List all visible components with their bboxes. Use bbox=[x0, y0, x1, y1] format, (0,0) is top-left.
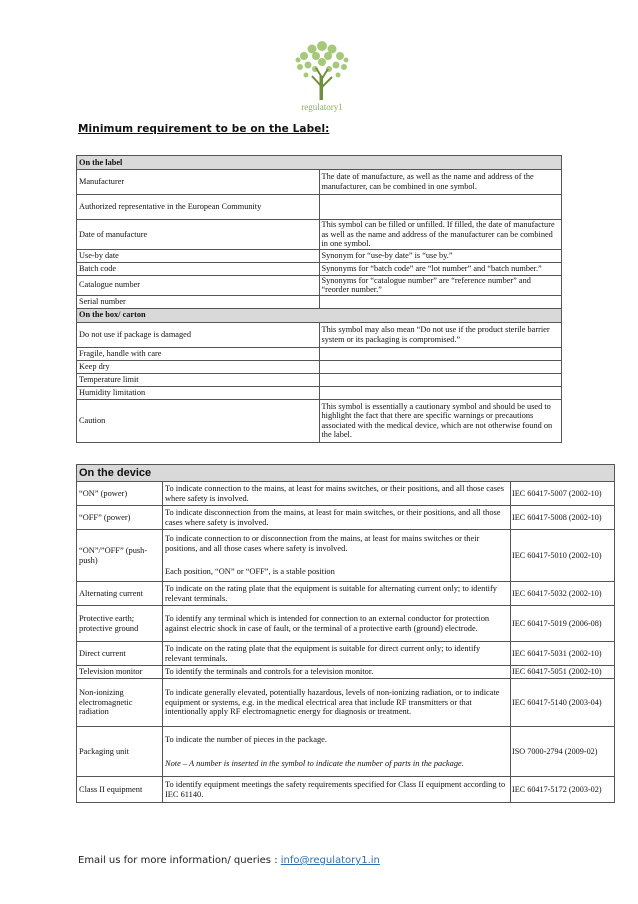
symbol-description bbox=[319, 195, 562, 220]
table-row bbox=[77, 249, 562, 262]
symbol-name: Use-by date bbox=[77, 249, 320, 262]
symbol-name: Non-ionizing electromagnetic radiation bbox=[77, 679, 163, 727]
standard-reference: ISO 7000-2794 (2009-02) bbox=[511, 727, 615, 777]
footer-text: Email us for more information/ queries : bbox=[78, 855, 281, 866]
symbol-name: “OFF” (power) bbox=[77, 506, 163, 530]
symbol-description: To indicate on the rating plate that the equipment is suitable for alternating current only; to identify relevant terminals. bbox=[163, 582, 511, 606]
label-requirements-table bbox=[76, 155, 562, 443]
symbol-name: Catalogue number bbox=[77, 275, 320, 295]
symbol-name: Packaging unit bbox=[77, 727, 163, 777]
symbol-description bbox=[319, 386, 562, 399]
symbol-description: To identify equipment meetings the safety requirements specified for Class II equipment according to IEC 61140. bbox=[163, 777, 511, 803]
symbol-description: To identify the terminals and controls for a television monitor. bbox=[163, 666, 511, 679]
table-row bbox=[77, 482, 615, 506]
standard-reference: IEC 60417-5032 (2002-10) bbox=[511, 582, 615, 606]
table-row bbox=[77, 606, 615, 642]
symbol-name: Manufacturer bbox=[77, 170, 320, 195]
symbol-name: Fragile, handle with care bbox=[77, 347, 320, 360]
table-row bbox=[77, 582, 615, 606]
symbol-name: Protective earth; protective ground bbox=[77, 606, 163, 642]
table-row bbox=[77, 262, 562, 275]
symbol-description: The date of manufacture, as well as the name and address of the manufacturer, can be combined in one symbol. bbox=[319, 170, 562, 195]
symbol-name: Do not use if package is damaged bbox=[77, 322, 320, 347]
logo-wordmark: regulatory1 bbox=[301, 102, 343, 112]
symbol-name: Direct current bbox=[77, 642, 163, 666]
symbol-name: “ON”/”OFF” (push-push) bbox=[77, 530, 163, 582]
symbol-description: Synonym for “use-by date” is “use by.” bbox=[319, 249, 562, 262]
table-row bbox=[77, 195, 562, 220]
table-row bbox=[77, 386, 562, 399]
symbol-description: Synonyms for “batch code” are “lot number” and “batch number.” bbox=[319, 262, 562, 275]
page-heading: Minimum requirement to be on the Label: bbox=[78, 123, 330, 135]
symbol-name: Class II equipment bbox=[77, 777, 163, 803]
table-row bbox=[77, 530, 615, 582]
footer-contact bbox=[78, 855, 380, 866]
symbol-description: To indicate on the rating plate that the equipment is suitable for direct current only; to identify relevant terminals. bbox=[163, 642, 511, 666]
symbol-description bbox=[319, 295, 562, 308]
standard-reference: IEC 60417-5172 (2003-02) bbox=[511, 777, 615, 803]
description-text: To indicate the number of pieces in the package. bbox=[165, 734, 327, 744]
symbol-name: Authorized representative in the European Community bbox=[77, 195, 320, 220]
symbol-name: Television monitor bbox=[77, 666, 163, 679]
standard-reference: IEC 60417-5140 (2003-04) bbox=[511, 679, 615, 727]
table-row bbox=[77, 322, 562, 347]
symbol-description: Synonyms for “catalogue number” are “reference number” and “reorder number.” bbox=[319, 275, 562, 295]
symbol-name: Date of manufacture bbox=[77, 220, 320, 250]
standard-reference: IEC 60417-5010 (2002-10) bbox=[511, 530, 615, 582]
section-header: On the label bbox=[77, 156, 562, 170]
symbol-description: To indicate disconnection from the mains, at least for main switches, or their positions, and all those cases where safety is involved. bbox=[163, 506, 511, 530]
symbol-name: Temperature limit bbox=[77, 373, 320, 386]
symbol-description: To indicate generally elevated, potentially hazardous, levels of non-ionizing radiation, or to indicate equipment or systems, e.g. in the medical electrical area that include RF transmitters or that intentionally apply RF electromagnetic energy for diagnosis or treatment. bbox=[163, 679, 511, 727]
symbol-description: To identify any terminal which is intended for connection to an external conductor for protection against electric shock in case of fault, or the terminal of a protective earth (ground) electrode. bbox=[163, 606, 511, 642]
table-row bbox=[77, 727, 615, 777]
standard-reference: IEC 60417-5051 (2002-10) bbox=[511, 666, 615, 679]
device-symbols-table bbox=[76, 464, 615, 803]
table-row bbox=[77, 399, 562, 442]
symbol-name: Humidity limitation bbox=[77, 386, 320, 399]
symbol-description: To indicate connection to the mains, at least for mains switches, or their positions, and all those cases where safety is involved. bbox=[163, 482, 511, 506]
symbol-description: This symbol may also mean “Do not use if the product sterile barrier system or its packaging is compromised.” bbox=[319, 322, 562, 347]
symbol-description: This symbol can be filled or unfilled. If filled, the date of manufacture as well as the name and address of the manufacturer can be combined in one symbol. bbox=[319, 220, 562, 250]
table-row bbox=[77, 642, 615, 666]
standard-reference: IEC 60417-5031 (2002-10) bbox=[511, 642, 615, 666]
table-row bbox=[77, 347, 562, 360]
section-header: On the device bbox=[77, 465, 615, 482]
table-row bbox=[77, 295, 562, 308]
symbol-description bbox=[163, 530, 511, 582]
symbol-description bbox=[319, 373, 562, 386]
symbol-description: This symbol is essentially a cautionary symbol and should be used to highlight the fact that there are specific warnings or precautions associated with the medical device, which are not otherwise found on the label. bbox=[319, 399, 562, 442]
table-row bbox=[77, 220, 562, 250]
table-row bbox=[77, 170, 562, 195]
table-row bbox=[77, 679, 615, 727]
standard-reference: IEC 60417-5008 (2002-10) bbox=[511, 506, 615, 530]
symbol-name: Batch code bbox=[77, 262, 320, 275]
description-note: Each position, “ON” or “OFF”, is a stable position bbox=[165, 567, 335, 577]
symbol-name: “ON” (power) bbox=[77, 482, 163, 506]
table-row bbox=[77, 666, 615, 679]
email-link[interactable]: info@regulatory1.in bbox=[280, 855, 380, 866]
description-note: Note – A number is inserted in the symbol to indicate the number of parts in the package. bbox=[165, 758, 464, 768]
table-row bbox=[77, 373, 562, 386]
table-row bbox=[77, 360, 562, 373]
symbol-description bbox=[163, 727, 511, 777]
section-header: On the box/ carton bbox=[77, 308, 562, 322]
symbol-name: Keep dry bbox=[77, 360, 320, 373]
table-row bbox=[77, 777, 615, 803]
symbol-name: Caution bbox=[77, 399, 320, 442]
table-row bbox=[77, 275, 562, 295]
symbol-name: Alternating current bbox=[77, 582, 163, 606]
standard-reference: IEC 60417-5019 (2006-08) bbox=[511, 606, 615, 642]
symbol-name: Serial number bbox=[77, 295, 320, 308]
symbol-description bbox=[319, 360, 562, 373]
symbol-description bbox=[319, 347, 562, 360]
standard-reference: IEC 60417-5007 (2002-10) bbox=[511, 482, 615, 506]
table-row bbox=[77, 506, 615, 530]
description-text: To indicate connection to or disconnection from the mains, at least for mains switches or their positions, and all those cases where safety is involved. bbox=[165, 534, 480, 553]
